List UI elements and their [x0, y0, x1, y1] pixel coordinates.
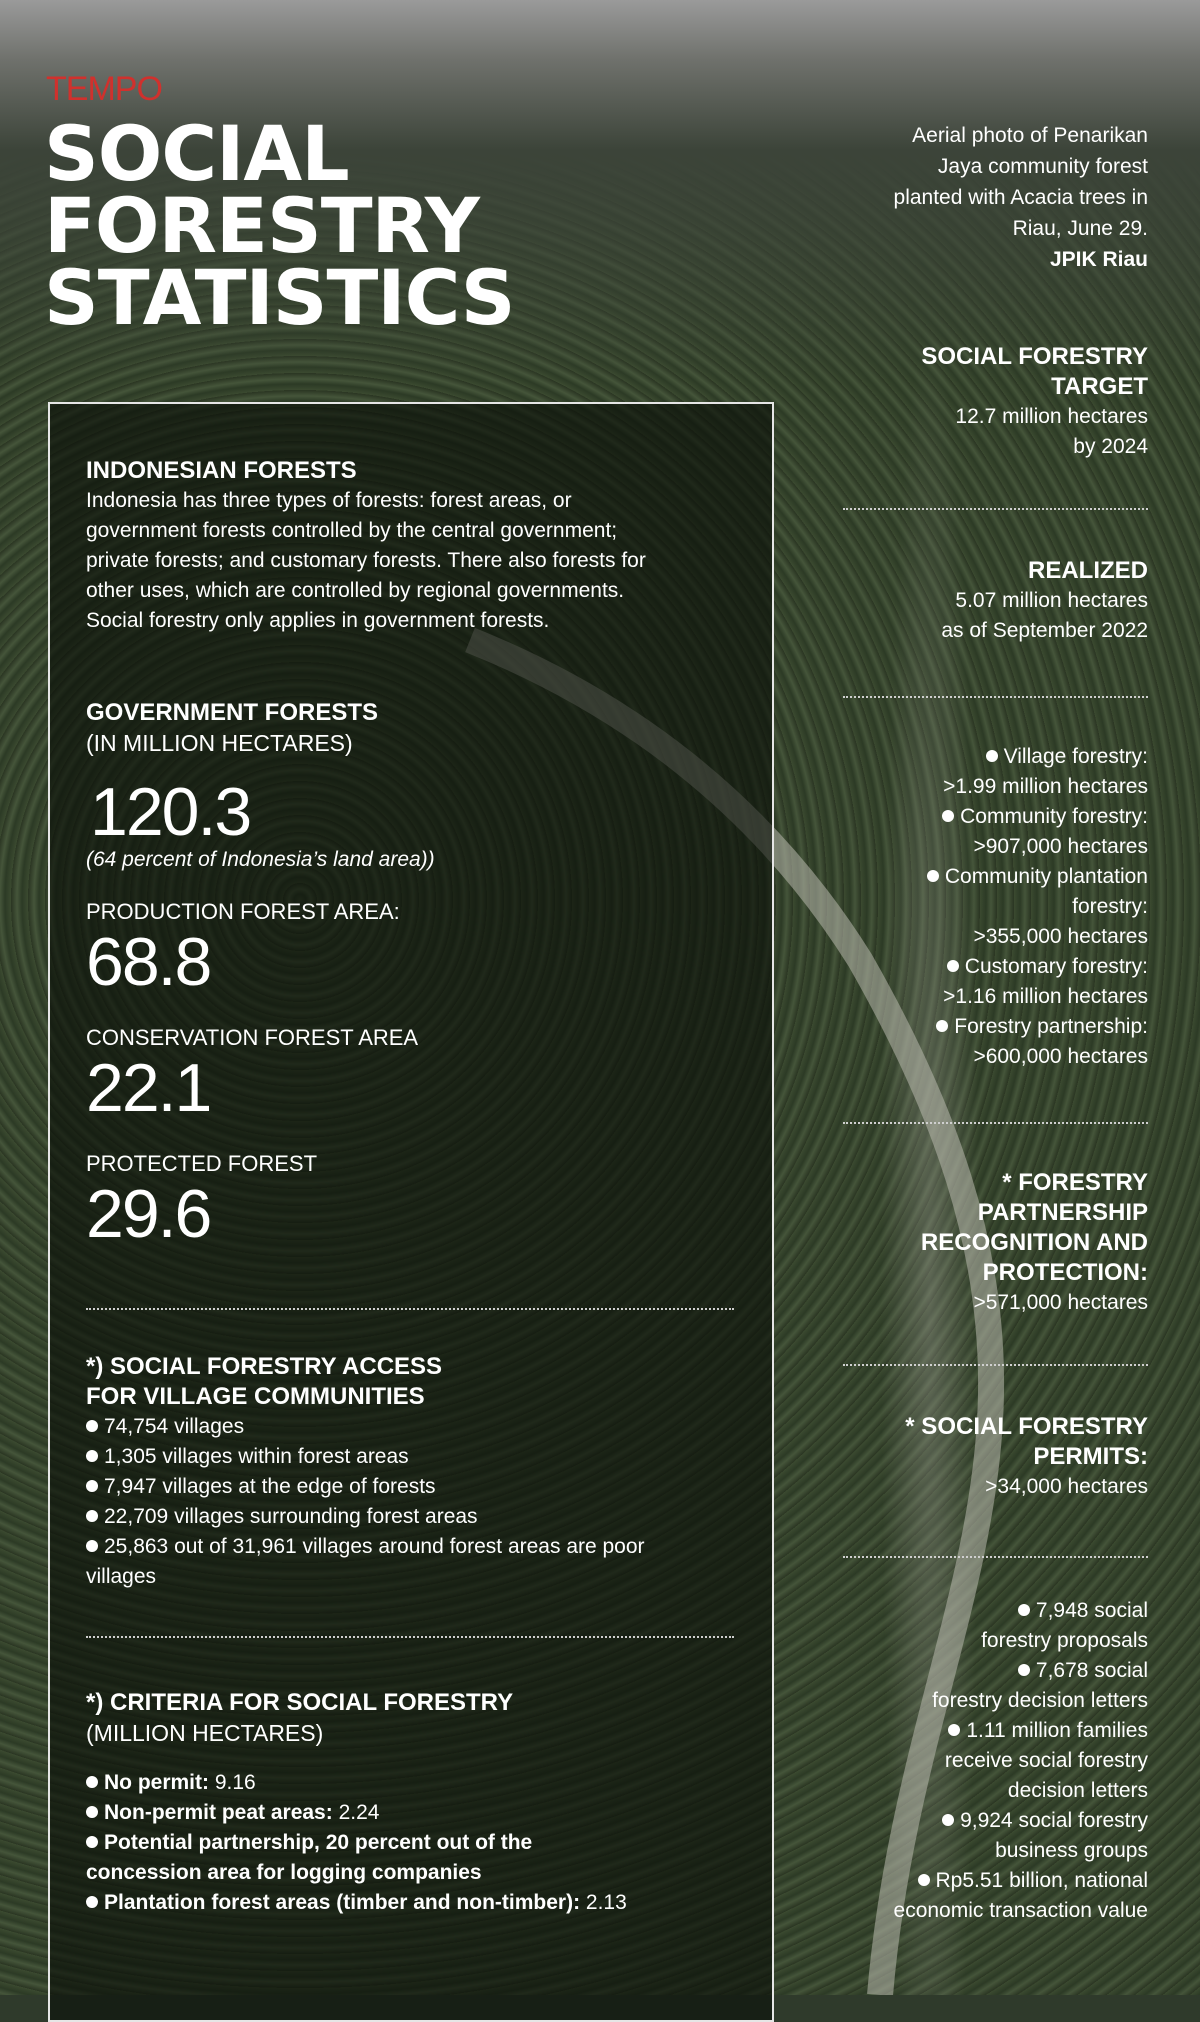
section-heading: GOVERNMENT FORESTS: [86, 699, 379, 726]
access-section: [86, 1352, 746, 1592]
page-title: [44, 109, 664, 342]
forest-type-value: 22.1: [86, 1050, 211, 1126]
paragraph-line: government forests controlled by the central government;: [86, 519, 618, 542]
title-line: STATISTICS: [44, 253, 515, 342]
section-heading: *) CRITERIA FOR SOCIAL FORESTRY: [86, 1689, 514, 1716]
list-item-text: 7,947 villages at the edge of forests: [104, 1475, 436, 1498]
caption-line: Jaya community forest: [937, 155, 1148, 178]
section-heading: * SOCIAL FORESTRY: [905, 1413, 1148, 1440]
section-heading: PERMITS:: [1033, 1443, 1148, 1470]
realized-section: [848, 556, 1148, 646]
section-heading: PROTECTION:: [982, 1259, 1148, 1286]
stat-item: [848, 1656, 1148, 1686]
target-section: [848, 342, 1148, 462]
bullet-icon: [86, 1836, 98, 1848]
partnership-section: [848, 1168, 1148, 1318]
breakdown-item: [848, 802, 1148, 832]
list-item-text: 74,754 villages: [104, 1415, 245, 1438]
breakdown-label: Community plantation: [944, 865, 1148, 888]
breakdown-item: [848, 742, 1148, 772]
stat-text-cont: forestry proposals: [981, 1629, 1148, 1652]
section-heading: PARTNERSHIP: [977, 1199, 1148, 1226]
stat-text: Rp5.51 billion, national: [935, 1869, 1148, 1892]
section-heading: FOR VILLAGE COMMUNITIES: [86, 1383, 425, 1410]
breakdown-item: [848, 1012, 1148, 1042]
list-item: [86, 1442, 746, 1472]
criteria-label: concession area for logging companies: [86, 1861, 482, 1884]
paragraph-line: Social forestry only applies in government forests.: [86, 609, 550, 632]
breakdown-value: >1.16 million hectares: [943, 985, 1148, 1008]
bullet-icon: [948, 1724, 960, 1736]
realized-value: 5.07 million hectares: [955, 589, 1148, 612]
breakdown-section: [848, 742, 1148, 1072]
divider: [86, 1308, 734, 1310]
bullet-icon: [1018, 1664, 1030, 1676]
forest-type-label: PRODUCTION FOREST AREA:: [86, 899, 400, 924]
list-item-text: 1,305 villages within forest areas: [104, 1445, 409, 1468]
caption-line: Riau, June 29.: [1012, 217, 1148, 240]
stat-text: 1.11 million families: [966, 1719, 1148, 1742]
list-item: [86, 1768, 746, 1798]
list-item: [86, 1412, 746, 1442]
bullet-icon: [936, 1020, 948, 1032]
list-item: [86, 1532, 746, 1562]
breakdown-value: >600,000 hectares: [973, 1045, 1148, 1068]
bullet-icon: [86, 1510, 98, 1522]
section-subheading: (MILLION HECTARES): [86, 1720, 324, 1746]
breakdown-label-cont: forestry:: [1072, 895, 1148, 918]
criteria-value: 9.16: [214, 1771, 256, 1794]
bullet-icon: [918, 1874, 930, 1886]
section-heading: INDONESIAN FORESTS: [86, 457, 357, 484]
permits-section: [848, 1412, 1148, 1502]
breakdown-label: Forestry partnership:: [954, 1015, 1148, 1038]
bullet-icon: [1018, 1604, 1030, 1616]
stat-text-cont: forestry decision letters: [932, 1689, 1148, 1712]
bullet-icon: [942, 1814, 954, 1826]
stat-text-cont: decision letters: [1007, 1779, 1148, 1802]
title-line: FORESTRY: [44, 181, 479, 270]
list-item-continuation: villages: [86, 1565, 157, 1588]
criteria-section: [86, 1688, 746, 1918]
indonesian-forests-section: [86, 456, 746, 636]
list-item-text: 22,709 villages surrounding forest areas: [104, 1505, 478, 1528]
section-heading: TARGET: [1051, 373, 1148, 400]
bullet-icon: [86, 1806, 98, 1818]
section-heading: * FORESTRY: [1002, 1169, 1148, 1196]
criteria-value: 2.13: [585, 1891, 627, 1914]
total-note: (64 percent of Indonesia’s land area)): [86, 848, 435, 871]
section-heading: RECOGNITION AND: [920, 1229, 1148, 1256]
criteria-value: 2.24: [338, 1801, 380, 1824]
government-forests-section: [86, 698, 746, 1250]
section-subheading: (IN MILLION HECTARES): [86, 730, 353, 756]
forest-type-label: PROTECTED FOREST: [86, 1151, 318, 1176]
divider: [843, 1556, 1148, 1558]
breakdown-label: Customary forestry:: [964, 955, 1148, 978]
bullet-icon: [86, 1896, 98, 1908]
divider: [843, 696, 1148, 698]
section-heading: *) SOCIAL FORESTRY ACCESS: [86, 1353, 443, 1380]
list-item: [86, 1472, 746, 1502]
list-item-continuation: [86, 1858, 746, 1888]
breakdown-label: Village forestry:: [1003, 745, 1148, 768]
bullet-icon: [86, 1420, 98, 1432]
caption-line: Aerial photo of Penarikan: [912, 124, 1148, 147]
bullet-icon: [86, 1540, 98, 1552]
criteria-label: Plantation forest areas (timber and non-timber):: [104, 1891, 581, 1914]
divider: [843, 1364, 1148, 1366]
bullet-icon: [947, 960, 959, 972]
forest-type-value: 68.8: [86, 924, 211, 1000]
partnership-value: >571,000 hectares: [973, 1291, 1148, 1314]
paragraph-line: private forests; and customary forests. There also forests for: [86, 549, 646, 572]
criteria-label: No permit:: [104, 1771, 209, 1794]
stats-section: [848, 1596, 1148, 1926]
bullet-icon: [986, 750, 998, 762]
stat-text-cont: receive social forestry: [944, 1749, 1148, 1772]
total-value: 120.3: [90, 774, 251, 850]
stat-item: [848, 1806, 1148, 1836]
list-item-text: 25,863 out of 31,961 villages around forest areas are poor: [104, 1535, 645, 1558]
bullet-icon: [86, 1450, 98, 1462]
bullet-icon: [86, 1776, 98, 1788]
bullet-icon: [942, 810, 954, 822]
breakdown-value: >1.99 million hectares: [943, 775, 1148, 798]
breakdown-item: [848, 952, 1148, 982]
photo-credit: JPIK Riau: [1049, 248, 1148, 271]
target-value: 12.7 million hectares: [955, 405, 1148, 428]
brand-logo: TEMPO: [46, 70, 162, 108]
caption-line: planted with Acacia trees in: [893, 186, 1148, 209]
list-item: [86, 1888, 746, 1918]
realized-date: as of September 2022: [941, 619, 1148, 642]
paragraph-line: other uses, which are controlled by regional governments.: [86, 579, 625, 602]
divider: [843, 508, 1148, 510]
photo-caption: [808, 120, 1148, 275]
stat-item: [848, 1716, 1148, 1746]
stat-text-cont: economic transaction value: [893, 1899, 1148, 1922]
stat-text: 9,924 social forestry: [960, 1809, 1148, 1832]
section-heading: REALIZED: [1028, 557, 1148, 584]
statistics-panel: [48, 402, 774, 2022]
section-heading: SOCIAL FORESTRY: [921, 343, 1148, 370]
list-item: [86, 1798, 746, 1828]
permits-value: >34,000 hectares: [985, 1475, 1148, 1498]
forest-type-label: CONSERVATION FOREST AREA: [86, 1025, 419, 1050]
bullet-icon: [927, 870, 939, 882]
criteria-label: Non-permit peat areas:: [104, 1801, 333, 1824]
stat-item: [848, 1866, 1148, 1896]
stat-text: 7,948 social: [1035, 1599, 1148, 1622]
stat-item: [848, 1596, 1148, 1626]
stat-text: 7,678 social: [1035, 1659, 1148, 1682]
bullet-icon: [86, 1480, 98, 1492]
divider: [843, 1122, 1148, 1124]
breakdown-item: [848, 862, 1148, 892]
paragraph-line: Indonesia has three types of forests: forest areas, or: [86, 489, 572, 512]
title-line: SOCIAL: [44, 109, 349, 198]
stat-text-cont: business groups: [995, 1839, 1148, 1862]
breakdown-value: >355,000 hectares: [973, 925, 1148, 948]
target-date: by 2024: [1073, 435, 1148, 458]
list-item: [86, 1828, 746, 1858]
breakdown-label: Community forestry:: [960, 805, 1148, 828]
breakdown-value: >907,000 hectares: [973, 835, 1148, 858]
divider: [86, 1636, 734, 1638]
criteria-label: Potential partnership, 20 percent out of the: [104, 1831, 533, 1854]
list-item: [86, 1502, 746, 1532]
forest-type-value: 29.6: [86, 1176, 211, 1252]
